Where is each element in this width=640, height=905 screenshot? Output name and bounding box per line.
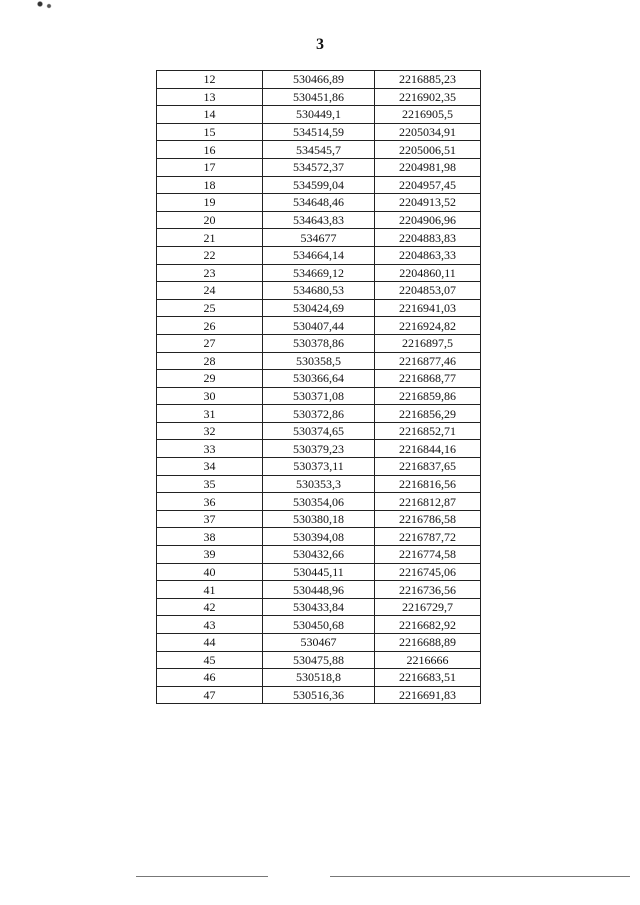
- y-coordinate-cell: 2204860,11: [375, 264, 481, 282]
- point-number-cell: 30: [157, 387, 263, 405]
- table-row: [157, 598, 481, 616]
- footer-rule-right: [330, 876, 630, 877]
- y-coordinate-cell: 2216877,46: [375, 352, 481, 370]
- point-number-cell: 43: [157, 616, 263, 634]
- x-coordinate-cell: 530516,36: [263, 686, 375, 704]
- point-number-cell: 39: [157, 546, 263, 564]
- table-row: [157, 528, 481, 546]
- table-row: [157, 686, 481, 704]
- point-number-cell: 19: [157, 194, 263, 212]
- y-coordinate-cell: 2216852,71: [375, 422, 481, 440]
- footer-rule-left: [136, 876, 268, 877]
- table-row: [157, 334, 481, 352]
- x-coordinate-cell: 534648,46: [263, 194, 375, 212]
- x-coordinate-cell: 530445,11: [263, 563, 375, 581]
- point-number-cell: 37: [157, 510, 263, 528]
- x-coordinate-cell: 534514,59: [263, 123, 375, 141]
- x-coordinate-cell: 530432,66: [263, 546, 375, 564]
- point-number-cell: 47: [157, 686, 263, 704]
- table-row: [157, 88, 481, 106]
- x-coordinate-cell: 530371,08: [263, 387, 375, 405]
- table-row: [157, 387, 481, 405]
- table-row: [157, 510, 481, 528]
- x-coordinate-cell: 530433,84: [263, 598, 375, 616]
- y-coordinate-cell: 2216683,51: [375, 669, 481, 687]
- table-row: [157, 475, 481, 493]
- y-coordinate-cell: 2216729,7: [375, 598, 481, 616]
- table-row: [157, 651, 481, 669]
- table-row: [157, 176, 481, 194]
- y-coordinate-cell: 2216924,82: [375, 317, 481, 335]
- point-number-cell: 25: [157, 299, 263, 317]
- y-coordinate-cell: 2216868,77: [375, 370, 481, 388]
- x-coordinate-cell: 530451,86: [263, 88, 375, 106]
- x-coordinate-cell: 534669,12: [263, 264, 375, 282]
- y-coordinate-cell: 2216837,65: [375, 458, 481, 476]
- point-number-cell: 21: [157, 229, 263, 247]
- x-coordinate-cell: 530353,3: [263, 475, 375, 493]
- y-coordinate-cell: 2204883,83: [375, 229, 481, 247]
- point-number-cell: 26: [157, 317, 263, 335]
- x-coordinate-cell: 530366,64: [263, 370, 375, 388]
- point-number-cell: 33: [157, 440, 263, 458]
- x-coordinate-cell: 530374,65: [263, 422, 375, 440]
- x-coordinate-cell: 530378,86: [263, 334, 375, 352]
- point-number-cell: 27: [157, 334, 263, 352]
- y-coordinate-cell: 2216787,72: [375, 528, 481, 546]
- point-number-cell: 35: [157, 475, 263, 493]
- point-number-cell: 12: [157, 71, 263, 89]
- x-coordinate-cell: 530467: [263, 634, 375, 652]
- x-coordinate-cell: 534643,83: [263, 211, 375, 229]
- point-number-cell: 41: [157, 581, 263, 599]
- y-coordinate-cell: 2205034,91: [375, 123, 481, 141]
- y-coordinate-cell: 2216941,03: [375, 299, 481, 317]
- y-coordinate-cell: 2204853,07: [375, 282, 481, 300]
- table-row: [157, 71, 481, 89]
- y-coordinate-cell: 2216745,06: [375, 563, 481, 581]
- x-coordinate-cell: 530358,5: [263, 352, 375, 370]
- y-coordinate-cell: 2204863,33: [375, 246, 481, 264]
- point-number-cell: 17: [157, 158, 263, 176]
- x-coordinate-cell: 530394,08: [263, 528, 375, 546]
- y-coordinate-cell: 2216897,5: [375, 334, 481, 352]
- scan-artifact: [28, 0, 58, 10]
- y-coordinate-cell: 2204981,98: [375, 158, 481, 176]
- table-row: [157, 123, 481, 141]
- table-row: [157, 282, 481, 300]
- x-coordinate-cell: 530448,96: [263, 581, 375, 599]
- y-coordinate-cell: 2204957,45: [375, 176, 481, 194]
- point-number-cell: 22: [157, 246, 263, 264]
- x-coordinate-cell: 530424,69: [263, 299, 375, 317]
- point-number-cell: 38: [157, 528, 263, 546]
- point-number-cell: 44: [157, 634, 263, 652]
- y-coordinate-cell: 2216905,5: [375, 106, 481, 124]
- point-number-cell: 32: [157, 422, 263, 440]
- y-coordinate-cell: 2216859,86: [375, 387, 481, 405]
- table-row: [157, 422, 481, 440]
- x-coordinate-cell: 530449,1: [263, 106, 375, 124]
- x-coordinate-cell: 534677: [263, 229, 375, 247]
- point-number-cell: 14: [157, 106, 263, 124]
- y-coordinate-cell: 2204906,96: [375, 211, 481, 229]
- table-row: [157, 669, 481, 687]
- x-coordinate-cell: 530354,06: [263, 493, 375, 511]
- table-row: [157, 246, 481, 264]
- x-coordinate-cell: 534664,14: [263, 246, 375, 264]
- y-coordinate-cell: 2216902,35: [375, 88, 481, 106]
- y-coordinate-cell: 2204913,52: [375, 194, 481, 212]
- table-row: [157, 229, 481, 247]
- point-number-cell: 16: [157, 141, 263, 159]
- point-number-cell: 24: [157, 282, 263, 300]
- x-coordinate-cell: 530372,86: [263, 405, 375, 423]
- x-coordinate-cell: 530466,89: [263, 71, 375, 89]
- y-coordinate-cell: 2216816,56: [375, 475, 481, 493]
- table-row: [157, 546, 481, 564]
- y-coordinate-cell: 2216688,89: [375, 634, 481, 652]
- y-coordinate-cell: 2205006,51: [375, 141, 481, 159]
- coordinates-table-body: [157, 71, 481, 704]
- point-number-cell: 31: [157, 405, 263, 423]
- y-coordinate-cell: 2216856,29: [375, 405, 481, 423]
- table-row: [157, 352, 481, 370]
- table-row: [157, 158, 481, 176]
- point-number-cell: 15: [157, 123, 263, 141]
- x-coordinate-cell: 530407,44: [263, 317, 375, 335]
- table-row: [157, 194, 481, 212]
- y-coordinate-cell: 2216812,87: [375, 493, 481, 511]
- y-coordinate-cell: 2216691,83: [375, 686, 481, 704]
- x-coordinate-cell: 534545,7: [263, 141, 375, 159]
- y-coordinate-cell: 2216736,56: [375, 581, 481, 599]
- point-number-cell: 42: [157, 598, 263, 616]
- table-row: [157, 440, 481, 458]
- table-row: [157, 370, 481, 388]
- x-coordinate-cell: 534680,53: [263, 282, 375, 300]
- y-coordinate-cell: 2216885,23: [375, 71, 481, 89]
- point-number-cell: 46: [157, 669, 263, 687]
- table-row: [157, 211, 481, 229]
- x-coordinate-cell: 534599,04: [263, 176, 375, 194]
- table-row: [157, 634, 481, 652]
- x-coordinate-cell: 530373,11: [263, 458, 375, 476]
- y-coordinate-cell: 2216666: [375, 651, 481, 669]
- y-coordinate-cell: 2216786,58: [375, 510, 481, 528]
- coordinates-table: [156, 70, 481, 704]
- y-coordinate-cell: 2216774,58: [375, 546, 481, 564]
- point-number-cell: 18: [157, 176, 263, 194]
- point-number-cell: 13: [157, 88, 263, 106]
- table-row: [157, 299, 481, 317]
- table-row: [157, 563, 481, 581]
- table-row: [157, 581, 481, 599]
- x-coordinate-cell: 534572,37: [263, 158, 375, 176]
- table-row: [157, 405, 481, 423]
- table-row: [157, 264, 481, 282]
- table-row: [157, 106, 481, 124]
- table-row: [157, 317, 481, 335]
- y-coordinate-cell: 2216844,16: [375, 440, 481, 458]
- x-coordinate-cell: 530379,23: [263, 440, 375, 458]
- x-coordinate-cell: 530475,88: [263, 651, 375, 669]
- point-number-cell: 20: [157, 211, 263, 229]
- y-coordinate-cell: 2216682,92: [375, 616, 481, 634]
- point-number-cell: 29: [157, 370, 263, 388]
- x-coordinate-cell: 530380,18: [263, 510, 375, 528]
- table-row: [157, 616, 481, 634]
- table-row: [157, 458, 481, 476]
- point-number-cell: 28: [157, 352, 263, 370]
- table-row: [157, 141, 481, 159]
- point-number-cell: 40: [157, 563, 263, 581]
- x-coordinate-cell: 530450,68: [263, 616, 375, 634]
- table-row: [157, 493, 481, 511]
- page-number: 3: [316, 36, 324, 53]
- point-number-cell: 23: [157, 264, 263, 282]
- point-number-cell: 36: [157, 493, 263, 511]
- point-number-cell: 45: [157, 651, 263, 669]
- point-number-cell: 34: [157, 458, 263, 476]
- x-coordinate-cell: 530518,8: [263, 669, 375, 687]
